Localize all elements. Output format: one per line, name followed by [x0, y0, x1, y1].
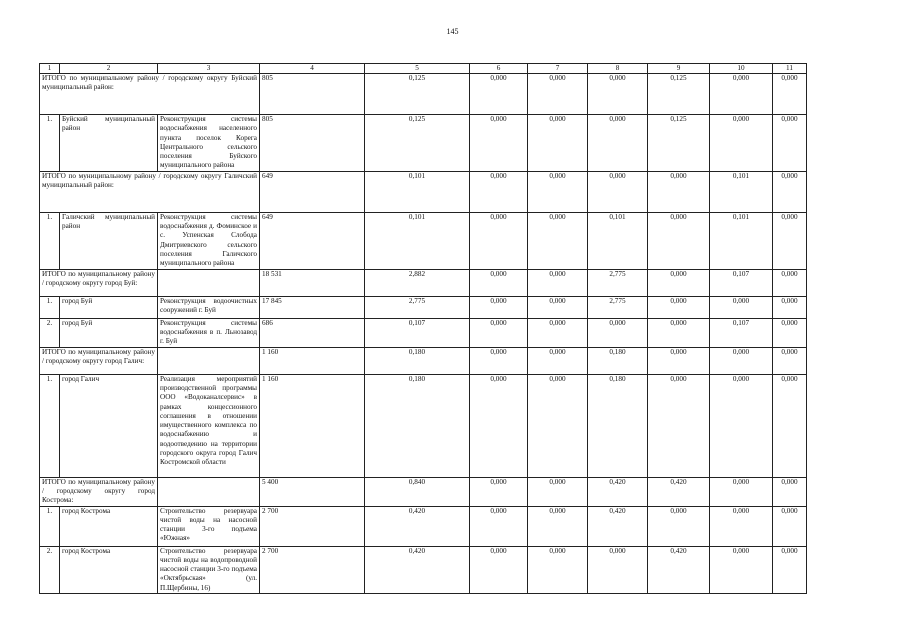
value-cell: 805: [260, 115, 365, 172]
table-row: [40, 212, 807, 269]
value-cell: 0,000: [710, 296, 773, 318]
total-value: 0,420: [588, 477, 648, 506]
value-cell: 0,000: [773, 115, 807, 172]
row-number: 1.: [40, 212, 60, 269]
project-description: Строительство резервуара чистой воды на водопроводной насосной станции 3-го подъема «Октябрьская» (ул. П.Щербины, 16): [158, 546, 260, 593]
municipality-name: Буйский муниципальный район: [60, 115, 158, 172]
value-cell: 0,000: [470, 546, 528, 593]
total-value: 0,180: [588, 347, 648, 374]
value-cell: 0,000: [470, 212, 528, 269]
value-cell: 17 845: [260, 296, 365, 318]
column-header: 3: [158, 64, 260, 74]
value-cell: 0,180: [365, 374, 470, 477]
value-cell: 0,000: [528, 115, 588, 172]
total-value: 0,000: [710, 477, 773, 506]
value-cell: 0,000: [710, 115, 773, 172]
municipality-name: город Буй: [60, 318, 158, 347]
municipality-name: город Буй: [60, 296, 158, 318]
row-number: 1.: [40, 506, 60, 546]
total-value: 0,101: [710, 171, 773, 212]
total-value: 0,420: [648, 477, 710, 506]
total-value: 0,000: [470, 74, 528, 115]
column-header: 9: [648, 64, 710, 74]
value-cell: 0,000: [528, 318, 588, 347]
value-cell: 0,101: [710, 212, 773, 269]
total-label: ИТОГО по муниципальному району / городскому округу Галичский муниципальный район:: [40, 171, 260, 212]
total-value: 0,000: [773, 477, 807, 506]
row-number: 2.: [40, 318, 60, 347]
total-value: 2,775: [588, 269, 648, 296]
total-value: 0,000: [528, 477, 588, 506]
column-header: 7: [528, 64, 588, 74]
total-row: [40, 347, 807, 374]
header-row: [40, 64, 807, 74]
value-cell: 0,000: [773, 296, 807, 318]
column-header: 11: [773, 64, 807, 74]
value-cell: 0,000: [648, 212, 710, 269]
value-cell: 0,000: [773, 374, 807, 477]
value-cell: 0,000: [710, 506, 773, 546]
row-number: 1.: [40, 296, 60, 318]
total-value: 805: [260, 74, 365, 115]
value-cell: 0,000: [648, 318, 710, 347]
total-value: 0,000: [528, 269, 588, 296]
total-value: 0,000: [710, 347, 773, 374]
total-row: [40, 171, 807, 212]
municipality-name: город Кострома: [60, 506, 158, 546]
total-label: ИТОГО по муниципальному району / городскому округу Буйский муниципальный район:: [40, 74, 260, 115]
municipality-name: город Галич: [60, 374, 158, 477]
column-header: 8: [588, 64, 648, 74]
project-description: Реконструкция системы водоснабжения в п. Льнозавод г. Буй: [158, 318, 260, 347]
total-label: ИТОГО по муниципальному району / городскому округу город Буй:: [40, 269, 158, 296]
value-cell: 0,420: [588, 506, 648, 546]
column-header: 1: [40, 64, 60, 74]
value-cell: 0,125: [648, 115, 710, 172]
table-row: [40, 115, 807, 172]
value-cell: 0,000: [648, 374, 710, 477]
value-cell: 0,000: [528, 546, 588, 593]
municipality-name: город Кострома: [60, 546, 158, 593]
row-number: 1.: [40, 374, 60, 477]
value-cell: 0,000: [648, 506, 710, 546]
empty-cell: [158, 347, 260, 374]
value-cell: 0,000: [528, 374, 588, 477]
table-row: [40, 374, 807, 477]
total-value: 0,000: [773, 74, 807, 115]
value-cell: 0,180: [588, 374, 648, 477]
value-cell: 0,000: [470, 296, 528, 318]
total-value: 0,000: [773, 347, 807, 374]
value-cell: 0,000: [528, 212, 588, 269]
total-value: 0,000: [470, 347, 528, 374]
value-cell: 2 700: [260, 506, 365, 546]
value-cell: 0,000: [588, 318, 648, 347]
empty-cell: [158, 269, 260, 296]
total-value: 0,000: [528, 171, 588, 212]
project-description: Реконструкция водоочистных сооружений г. Буй: [158, 296, 260, 318]
project-description: Строительство резервуара чистой воды на насосной станции 3-го подъема «Южная»: [158, 506, 260, 546]
value-cell: 0,107: [365, 318, 470, 347]
value-cell: 0,420: [365, 506, 470, 546]
total-value: 0,000: [470, 171, 528, 212]
value-cell: 0,000: [773, 506, 807, 546]
empty-cell: [158, 477, 260, 506]
total-value: 0,000: [588, 74, 648, 115]
value-cell: 686: [260, 318, 365, 347]
total-value: 0,000: [470, 477, 528, 506]
total-value: 1 160: [260, 347, 365, 374]
project-description: Реализация мероприятий производственной программы ООО «Водоканалсервис» в рамках концессионного соглашения в отношении имущественного комплекса по водоснабжению и водоотведению на территории городского округа город Галич Костромской области: [158, 374, 260, 477]
column-header: 10: [710, 64, 773, 74]
total-value: 0,000: [710, 74, 773, 115]
value-cell: 0,125: [365, 115, 470, 172]
value-cell: 0,000: [528, 506, 588, 546]
value-cell: 0,000: [773, 318, 807, 347]
total-value: 0,000: [588, 171, 648, 212]
column-header: 4: [260, 64, 365, 74]
value-cell: 0,000: [710, 546, 773, 593]
total-value: 0,000: [648, 347, 710, 374]
value-cell: 0,000: [588, 115, 648, 172]
page-number: 145: [446, 27, 459, 36]
value-cell: 2,775: [365, 296, 470, 318]
column-header: 2: [60, 64, 158, 74]
total-label: ИТОГО по муниципальному району / городскому округу город Кострома:: [40, 477, 158, 506]
total-value: 0,101: [365, 171, 470, 212]
total-value: 0,125: [648, 74, 710, 115]
total-value: 0,180: [365, 347, 470, 374]
total-value: 0,107: [710, 269, 773, 296]
value-cell: 0,000: [470, 374, 528, 477]
total-value: 0,840: [365, 477, 470, 506]
value-cell: 0,107: [710, 318, 773, 347]
total-value: 0,000: [648, 269, 710, 296]
row-number: 1.: [40, 115, 60, 172]
value-cell: 649: [260, 212, 365, 269]
value-cell: 0,000: [773, 212, 807, 269]
total-label: ИТОГО по муниципальному району / городскому округу город Галич:: [40, 347, 158, 374]
total-value: 18 531: [260, 269, 365, 296]
total-row: [40, 269, 807, 296]
total-row: [40, 477, 807, 506]
table-row: [40, 506, 807, 546]
value-cell: 0,000: [710, 374, 773, 477]
value-cell: 0,101: [365, 212, 470, 269]
total-row: [40, 74, 807, 115]
total-value: 0,000: [470, 269, 528, 296]
value-cell: 0,000: [773, 546, 807, 593]
value-cell: 0,000: [470, 115, 528, 172]
value-cell: 0,000: [470, 506, 528, 546]
column-header: 5: [365, 64, 470, 74]
value-cell: 0,000: [528, 296, 588, 318]
total-value: 0,125: [365, 74, 470, 115]
row-number: 2.: [40, 546, 60, 593]
total-value: 649: [260, 171, 365, 212]
total-value: 0,000: [648, 171, 710, 212]
table-row: [40, 318, 807, 347]
value-cell: 0,420: [365, 546, 470, 593]
value-cell: 2,775: [588, 296, 648, 318]
project-description: Реконструкция системы водоснабжения населенного пункта поселок Корега Центрального сельского поселения Буйского муниципального района: [158, 115, 260, 172]
table-row: [40, 296, 807, 318]
total-value: 0,000: [773, 171, 807, 212]
value-cell: 0,000: [588, 546, 648, 593]
value-cell: 2 700: [260, 546, 365, 593]
value-cell: 0,420: [648, 546, 710, 593]
total-value: 0,000: [528, 74, 588, 115]
table-row: [40, 546, 807, 593]
total-value: 0,000: [528, 347, 588, 374]
municipality-name: Галичский муниципальный район: [60, 212, 158, 269]
project-description: Реконструкция системы водоснабжения д. Фоминское и с. Успенская Слобода Дмитриевского сельского поселения Галичского муниципального района: [158, 212, 260, 269]
value-cell: 1 160: [260, 374, 365, 477]
value-cell: 0,000: [470, 318, 528, 347]
total-value: 0,000: [773, 269, 807, 296]
value-cell: 0,000: [648, 296, 710, 318]
investment-table: [39, 63, 807, 594]
column-header: 6: [470, 64, 528, 74]
total-value: 5 400: [260, 477, 365, 506]
value-cell: 0,101: [588, 212, 648, 269]
total-value: 2,882: [365, 269, 470, 296]
